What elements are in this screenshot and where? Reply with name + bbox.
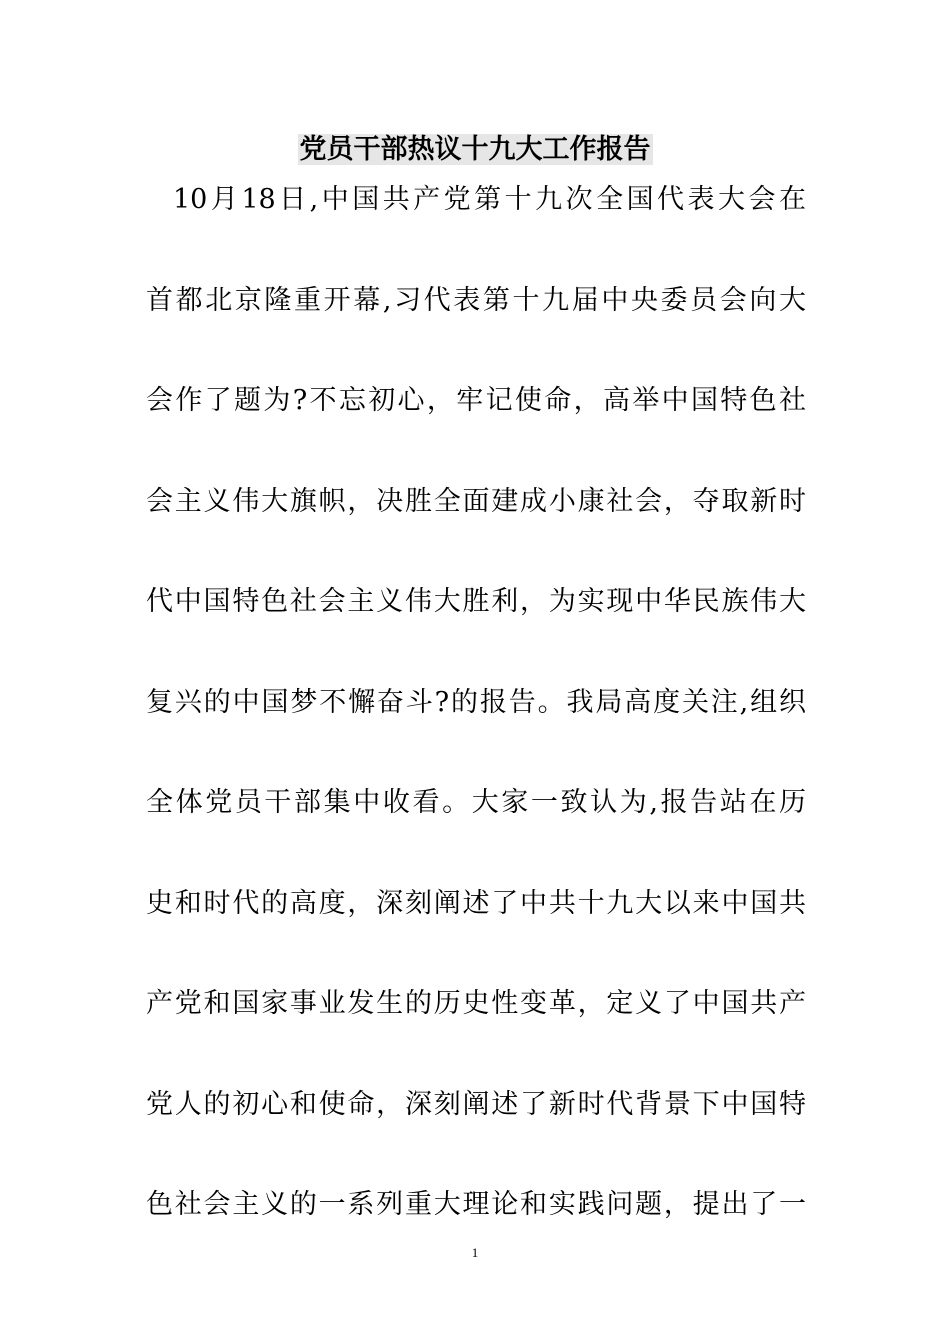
body-line-4: 会主义伟大旗帜，决胜全面建成小康社会，夺取新时 <box>146 485 806 517</box>
body-line-11: 色社会主义的一系列重大理论和实践问题，提出了一 <box>146 1189 806 1220</box>
body-line-8: 史和时代的高度，深刻阐述了中共十九大以来中国共 <box>146 887 806 919</box>
body-line-3: 会作了题为?不忘初心，牢记使命，高举中国特色社 <box>146 385 806 416</box>
body-line-1: 10月18日,中国共产党第十九次全国代表大会在 <box>173 184 806 215</box>
body-line-6: 复兴的中国梦不懈奋斗?的报告。我局高度关注,组织 <box>146 686 806 718</box>
body-line-9: 产党和国家事业发生的历史性变革，定义了中国共产 <box>146 988 806 1019</box>
document-title-text: 党员干部热议十九大工作报告 <box>299 134 651 165</box>
body-line-5: 代中国特色社会主义伟大胜利，为实现中华民族伟大 <box>146 586 806 617</box>
page-number: 1 <box>471 1245 479 1260</box>
body-line-7: 全体党员干部集中收看。大家一致认为,报告站在历 <box>146 787 806 818</box>
body-line-2: 首都北京隆重开幕,习代表第十九届中央委员会向大 <box>146 284 806 316</box>
document-title <box>0 130 950 170</box>
document-body <box>146 180 806 1286</box>
body-line-10: 党人的初心和使命，深刻阐述了新时代背景下中国特 <box>146 1088 806 1120</box>
